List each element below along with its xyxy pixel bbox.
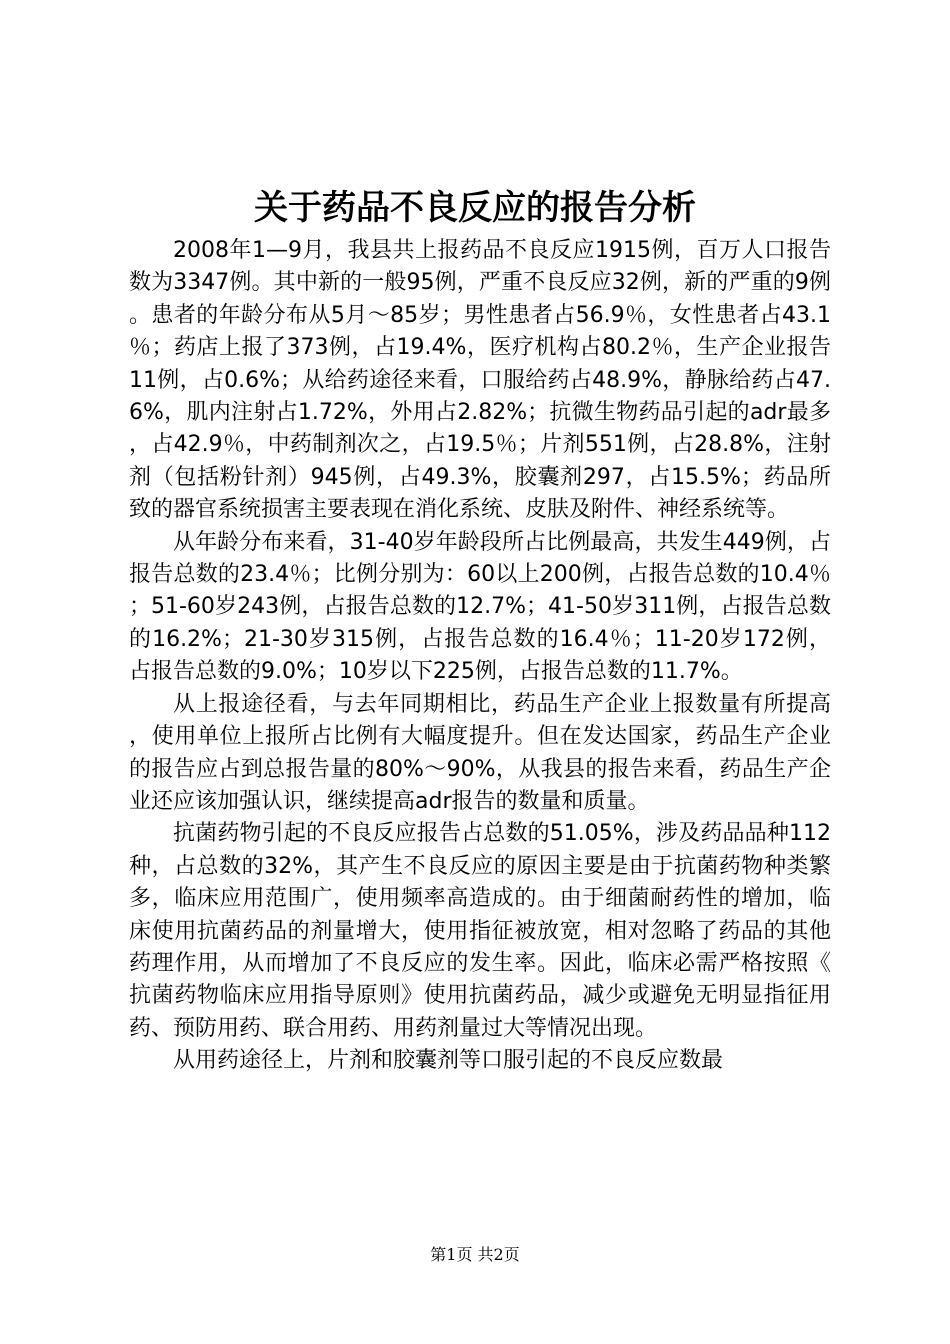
paragraph-2: 从年龄分布来看，31-40岁年龄段所占比例最高，共发生449例，占报告总数的23.4％；比例分别为：60以上200例，占报告总数的10.4％；51-60岁243例，占报告总数的12.7%；41-50岁311例，占报告总数的16.2%；21-30岁315例，占报告总数的16.4％；11-20岁172例，占报告总数的9.0%；10岁以下225例，占报告总数的11.7%。 xyxy=(129,529,831,685)
paragraph-4: 抗菌药物引起的不良反应报告占总数的51.05%，涉及药品品种112种，占总数的32%，其产生不良反应的原因主要是由于抗菌药物种类繁多，临床应用范围广，使用频率高造成的。由于细菌耐药性的增加，临床使用抗菌药品的剂量增大，使用指征被放宽，相对忽略了药品的其他药理作用，从而增加了不良反应的发生率。因此，临床必需严格按照《抗菌药物临床应用指导原则》使用抗菌药品，减少或避免无明显指征用药、预防用药、联合用药、用药剂量过大等情况出现。 xyxy=(129,821,831,1041)
paragraph-3: 从上报途径看，与去年同期相比，药品生产企业上报数量有所提高，使用单位上报所占比例有大幅度提升。但在发达国家，药品生产企业的报告应占到总报告量的80%～90%，从我县的报告来看，药品生产企业还应该加强认识，继续提高adr报告的数量和质量。 xyxy=(129,691,831,814)
paragraph-1: 2008年1—9月，我县共上报药品不良反应1915例，百万人口报告数为3347例。其中新的一般95例，严重不良反应32例，新的严重的9例。患者的年龄分布从5月～85岁；男性患者占56.9％，女性患者占43.1％；药店上报了373例，占19.4%，医疗机构占80.2％，生产企业报告11例，占0.6%；从给药途径来看，口服给药占48.9%，静脉给药占47.6%，肌内注射占1.72%，外用占2.82%；抗微生物药品引起的adr最多，占42.9％，中药制剂次之，占19.5％；片剂551例，占28.8%，注射剂（包括粉针剂）945例，占49.3%，胶囊剂297，占15.5%；药品所致的器官系统损害主要表现在消化系统、皮肤及附件、神经系统等。 xyxy=(129,238,831,523)
page-number-footer: 第1页 共2页 xyxy=(430,1245,520,1264)
document-body xyxy=(129,235,831,1078)
document-title: 关于药品不良反应的报告分析 xyxy=(254,188,696,228)
paragraph-5: 从用药途径上，片剂和胶囊剂等口服引起的不良反应数最 xyxy=(173,1048,724,1074)
